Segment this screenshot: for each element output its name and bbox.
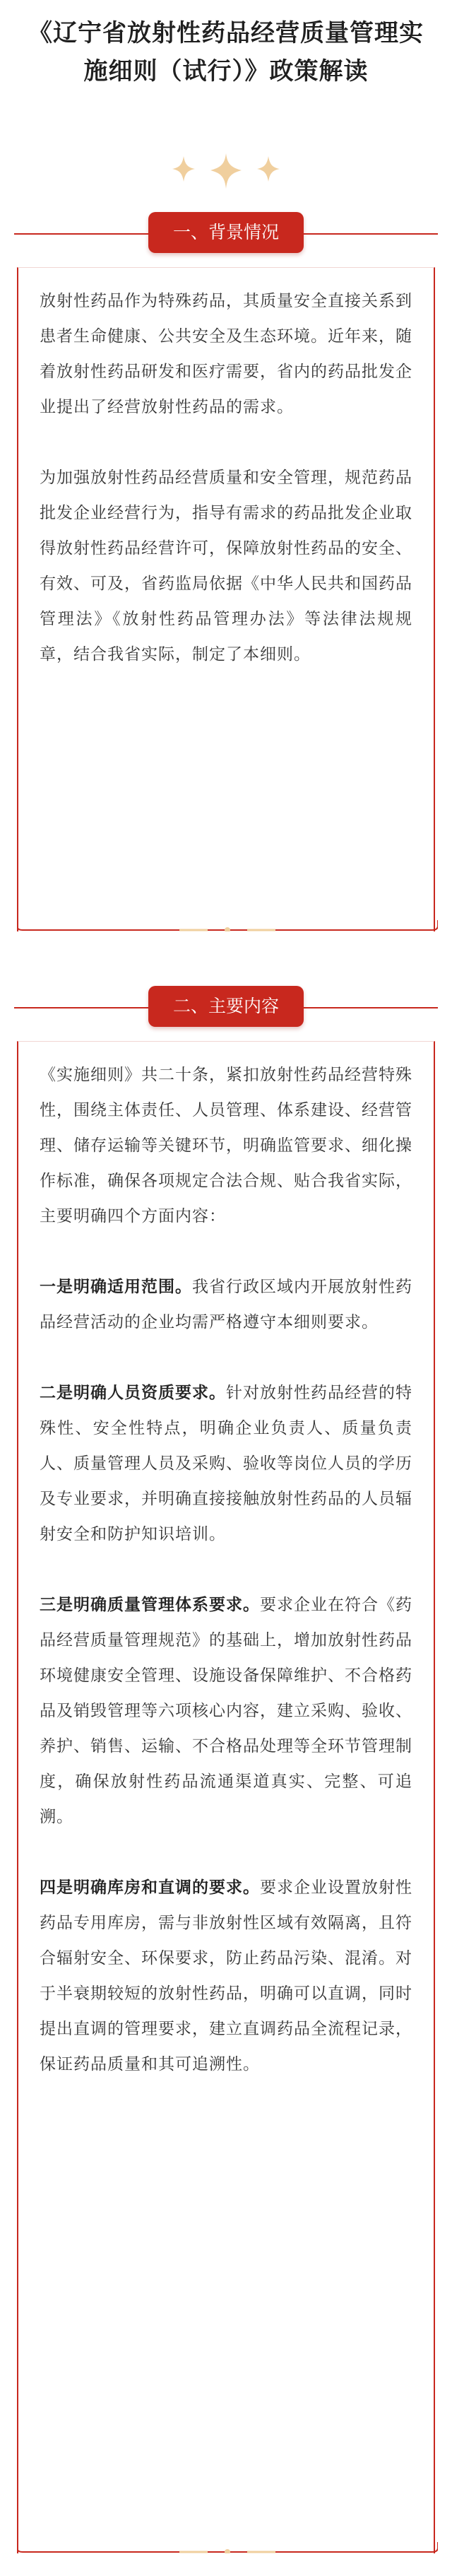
section-heading-background: 一、背景情况 [148,212,304,253]
header-divider-left [14,233,170,235]
background-content-box [17,267,435,931]
point-paragraph-3 [40,1587,412,1835]
header-divider-right [282,1007,438,1008]
box-bottom-ornament [17,2542,438,2553]
point-paragraph-4 [40,1870,412,2082]
point-text-2: 针对放射性药品经营的特殊性、安全性特点，明确企业负责人、质量负责人、质量管理人员及采购、验收等岗位人员的学历及专业要求，并明确直接接触放射性药品的人员辐射安全和防护知识培训。 [40,1384,412,1543]
point-lead-2: 二是明确人员资质要求。 [40,1384,226,1402]
section-header-background [0,212,452,254]
point-text-4: 要求企业设置放射性药品专用库房，需与非放射性区域有效隔离，且符合辐射安全、环保要求，防止药品污染、混淆。对于半衰期较短的放射性药品，明确可以直调，同时提出直调的管理要求，建立直调药品全流程记录，保证药品质量和其可追溯性。 [40,1878,412,2074]
point-lead-4: 四是明确库房和直调的要求。 [40,1878,260,1897]
point-paragraph-2 [40,1375,412,1552]
main-content-box [17,1041,435,2553]
point-text-1: 我省行政区域内开展放射性药品经营活动的企业均需严格遵守本细则要求。 [40,1278,412,1331]
section-header-main-content [0,986,452,1028]
point-text-3: 要求企业在符合《药品经营质量管理规范》的基础上，增加放射性药品环境健康安全管理、设施设备保障维护、不合格药品及销毁管理等六项核心内容，建立采购、验收、养护、销售、运输、不合格品处理等全环节管理制度，确保放射性药品流通渠道真实、完整、可追溯。 [40,1596,412,1826]
background-paragraph-1: 放射性药品作为特殊药品，其质量安全直接关系到患者生命健康、公共安全及生态环境。近年来，随着放射性药品研发和医疗需要，省内的药品批发企业提出了经营放射性药品的需求。 [40,292,412,416]
header-divider-right [282,233,438,235]
page-title: 《辽宁省放射性药品经营质量管理实施细则（试行）》政策解读 [28,19,424,86]
box-bottom-ornament [17,920,438,931]
background-paragraph-2: 为加强放射性药品经营质量和安全管理，规范药品批发企业经营行为，指导有需求的药品批发企业取得放射性药品经营许可，保障放射性药品的安全、有效、可及，省药监局依据《中华人民共和国药品管理法》《放射性药品管理办法》等法律法规规章，结合我省实际，制定了本细则。 [40,469,412,664]
point-paragraph-1 [40,1269,412,1340]
section-heading-main-content: 二、主要内容 [148,986,304,1027]
sparkle-decoration-icon [0,152,452,194]
header-divider-left [14,1007,170,1008]
point-lead-1: 一是明确适用范围。 [40,1278,192,1296]
point-lead-3: 三是明确质量管理体系要求。 [40,1596,260,1614]
main-intro-paragraph: 《实施细则》共二十条，紧扣放射性药品经营特殊性，围绕主体责任、人员管理、体系建设、经营管理、储存运输等关键环节，明确监管要求、细化操作标准，确保各项规定合法合规、贴合我省实际，主要明确四个方面内容： [40,1066,412,1225]
